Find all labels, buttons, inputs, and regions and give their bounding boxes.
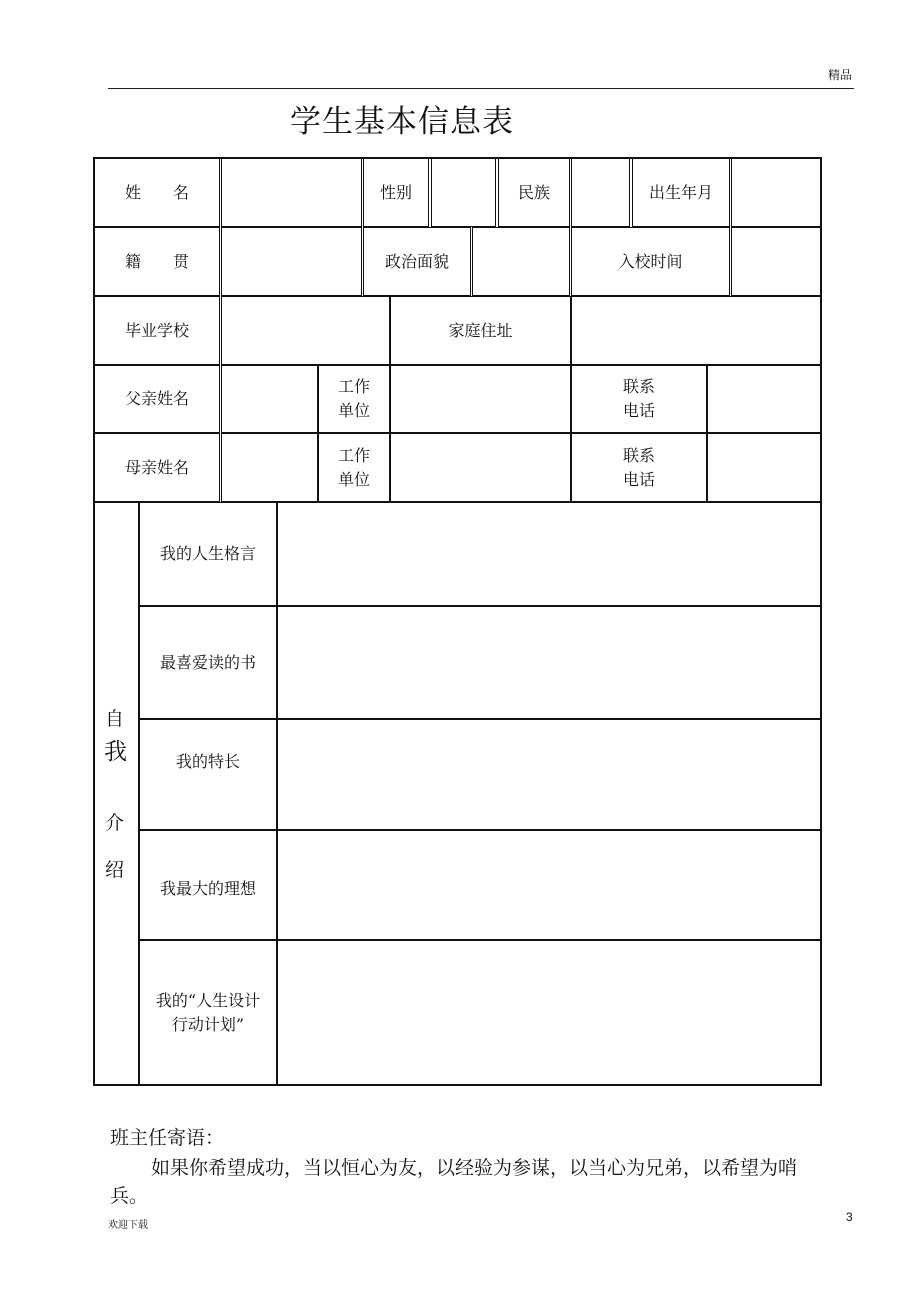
header-tag: 精品	[827, 68, 852, 82]
self-intro-char-2: 我	[104, 739, 127, 765]
father-name-label: 父亲姓名	[94, 365, 220, 433]
school-label: 毕业学校	[94, 296, 220, 365]
mother-phone-label	[571, 433, 707, 502]
name-field[interactable]	[221, 158, 362, 227]
enroll-date-label: 入校时间	[571, 227, 730, 296]
enroll-date-field[interactable]	[731, 227, 821, 296]
father-work-label-line1: 工作	[337, 377, 370, 396]
mother-phone-field[interactable]	[707, 433, 821, 502]
father-name-field[interactable]	[221, 365, 318, 433]
birth-field[interactable]	[731, 158, 821, 227]
mother-work-label-line1: 工作	[337, 445, 370, 465]
motto-field[interactable]	[277, 502, 821, 606]
self-intro-char-4: 绍	[105, 859, 125, 881]
political-status-field[interactable]	[472, 227, 570, 296]
father-phone-field[interactable]	[707, 365, 821, 433]
self-intro-char-3: 介	[105, 812, 125, 834]
skill-label: 我的特长	[139, 719, 277, 830]
life-plan-field[interactable]	[277, 940, 821, 1085]
political-status-label: 政治面貌	[363, 227, 471, 296]
header-divider	[108, 88, 854, 89]
gender-label: 性别	[363, 158, 429, 227]
school-field[interactable]	[221, 296, 390, 365]
mother-work-label	[318, 433, 390, 502]
ideal-label: 我最大的理想	[139, 830, 277, 940]
father-work-label-line2: 单位	[337, 401, 370, 420]
father-work-label	[318, 365, 390, 433]
life-plan-label-line2: 行动计划”	[171, 1014, 245, 1034]
origin-field[interactable]	[221, 227, 362, 296]
father-phone-label-line2: 电话	[622, 401, 655, 420]
mother-work-label-line2: 单位	[337, 469, 370, 489]
ideal-field[interactable]	[277, 830, 821, 940]
mother-name-field[interactable]	[221, 433, 318, 502]
skill-field[interactable]	[277, 719, 821, 830]
mother-phone-label-line1: 联系	[622, 445, 655, 465]
father-work-field[interactable]	[390, 365, 571, 433]
page-number: 3	[846, 1210, 853, 1224]
teacher-comment-text: 如果你希望成功，当以恒心为友，以经验为参谋，以当心为兄弟，以希望为哨兵。	[110, 1157, 798, 1207]
mother-work-field[interactable]	[390, 433, 571, 502]
page-title: 学生基本信息表	[290, 104, 514, 140]
ethnicity-label: 民族	[498, 158, 570, 227]
birth-label: 出生年月	[632, 158, 730, 227]
self-intro-header	[94, 502, 139, 1085]
name-label: 姓 名	[94, 158, 220, 227]
self-intro-char-1: 自	[105, 708, 125, 730]
teacher-comment-label: 班主任寄语：	[110, 1127, 225, 1149]
mother-name-label: 母亲姓名	[94, 433, 220, 502]
life-plan-label-line1: 我的“人生设计	[155, 990, 261, 1010]
mother-phone-label-line2: 电话	[622, 469, 655, 489]
gender-field[interactable]	[431, 158, 496, 227]
footer-note: 欢迎下载	[108, 1220, 148, 1231]
favorite-book-label: 最喜爱读的书	[139, 606, 277, 719]
address-label: 家庭住址	[390, 296, 571, 365]
father-phone-label-line1: 联系	[622, 377, 655, 396]
ethnicity-field[interactable]	[571, 158, 630, 227]
father-phone-label	[571, 365, 707, 433]
life-plan-label	[139, 940, 277, 1085]
favorite-book-field[interactable]	[277, 606, 821, 719]
motto-label: 我的人生格言	[139, 502, 277, 606]
origin-label: 籍 贯	[94, 227, 220, 296]
address-field[interactable]	[571, 296, 821, 365]
